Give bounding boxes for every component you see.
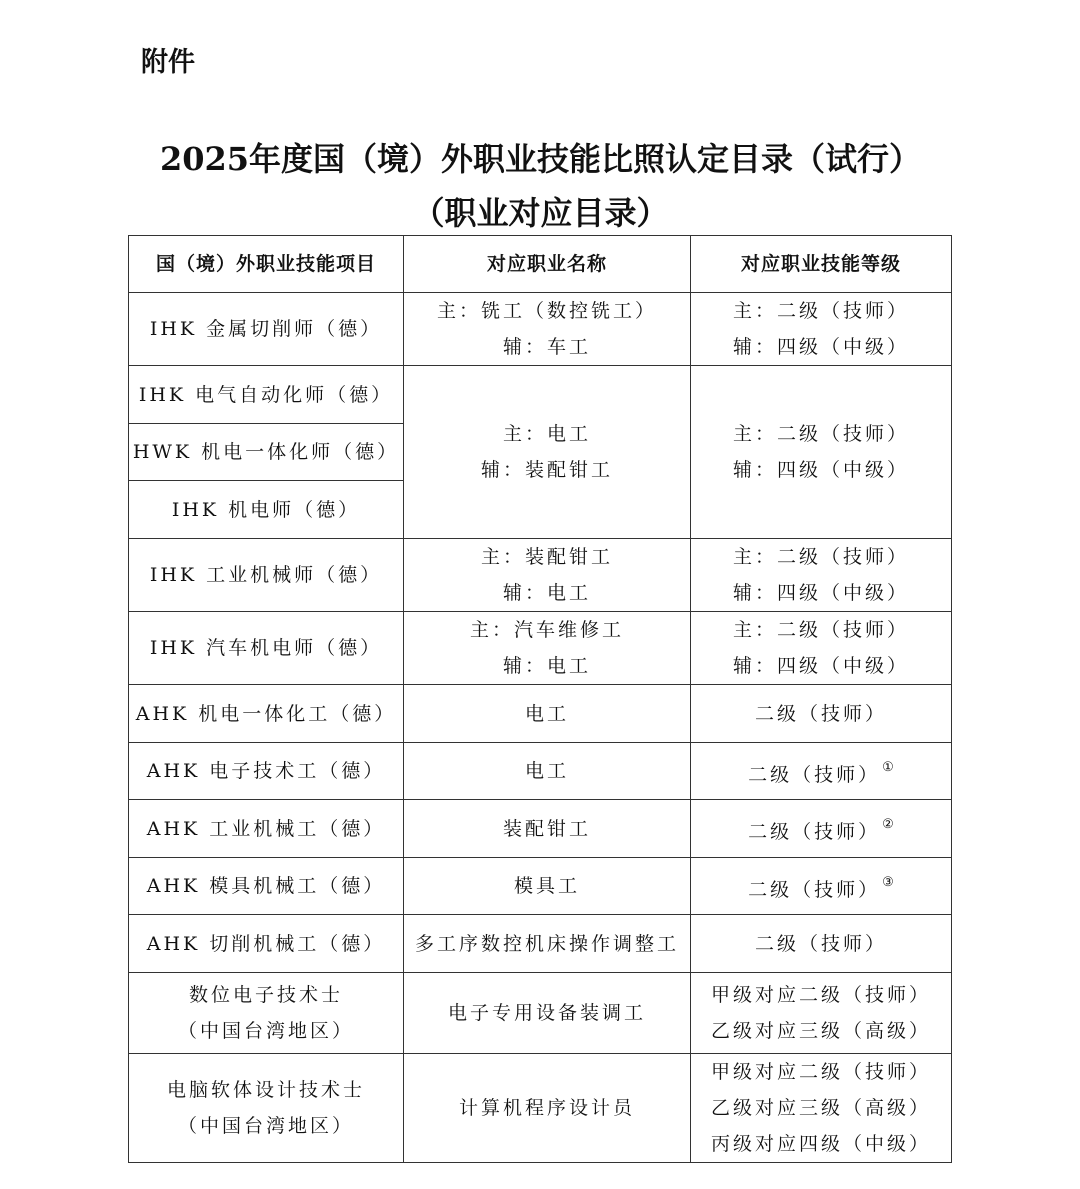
occupation-line: 主：铣工（数控铣工） [436, 300, 657, 322]
level-line: 乙级对应三级（高级） [710, 1097, 931, 1119]
project-cell: IHK 汽车机电师（德） [129, 612, 404, 685]
table-row [129, 366, 952, 424]
occupation-cell [404, 612, 691, 685]
project-cell: IHK 金属切削师（德） [129, 293, 404, 366]
table-row [129, 858, 952, 915]
header-project: 国（境）外职业技能项目 [129, 236, 404, 293]
occupation-cell: 模具工 [404, 858, 691, 915]
occupation-line: 主：装配钳工 [480, 546, 613, 568]
level-cell [691, 539, 952, 612]
document-subtitle: （职业对应目录） [412, 194, 669, 232]
occupation-cell: 电工 [404, 685, 691, 743]
level-cell [691, 973, 952, 1054]
project-line: （中国台湾地区） [177, 1115, 354, 1137]
level-cell [691, 800, 952, 858]
occupation-cell: 电工 [404, 743, 691, 800]
level-line: 甲级对应二级（技师） [710, 1061, 931, 1083]
level-cell [691, 293, 952, 366]
project-cell: HWK 机电一体化师（德） [129, 424, 404, 481]
occupation-line: 辅：电工 [502, 582, 591, 604]
level-line: 乙级对应三级（高级） [710, 1020, 931, 1042]
footnote-marker: ③ [882, 874, 894, 890]
attachment-label: 附件 [141, 47, 195, 78]
occupation-cell [404, 366, 691, 539]
occupation-line: 主：电工 [502, 423, 591, 445]
level-line: 辅：四级（中级） [732, 459, 909, 481]
project-cell: AHK 工业机械工（德） [129, 800, 404, 858]
project-line: （中国台湾地区） [177, 1020, 354, 1042]
level-cell [691, 366, 952, 539]
level-line: 辅：四级（中级） [732, 336, 909, 358]
level-line: 主：二级（技师） [732, 300, 909, 322]
table-header-row [129, 236, 952, 293]
occupation-line: 辅：电工 [502, 655, 591, 677]
project-cell: AHK 切削机械工（德） [129, 915, 404, 973]
level-cell: 二级（技师） [691, 685, 952, 743]
level-cell [691, 743, 952, 800]
level-line: 主：二级（技师） [732, 619, 909, 641]
level-cell [691, 858, 952, 915]
project-cell [129, 1054, 404, 1163]
occupation-line: 辅：车工 [502, 336, 591, 358]
header-occupation: 对应职业名称 [404, 236, 691, 293]
level-line: 主：二级（技师） [732, 423, 909, 445]
level-line: 辅：四级（中级） [732, 582, 909, 604]
occupation-cell: 计算机程序设计员 [404, 1054, 691, 1163]
level-line: 主：二级（技师） [732, 546, 909, 568]
project-cell: AHK 电子技术工（德） [129, 743, 404, 800]
header-level: 对应职业技能等级 [691, 236, 952, 293]
level-line: 二级（技师） [748, 878, 881, 901]
table-row [129, 915, 952, 973]
table-row [129, 800, 952, 858]
level-line: 丙级对应四级（中级） [710, 1133, 931, 1155]
project-cell: IHK 机电师（德） [129, 481, 404, 539]
project-cell: AHK 机电一体化工（德） [129, 685, 404, 743]
level-cell [691, 612, 952, 685]
project-cell: AHK 模具机械工（德） [129, 858, 404, 915]
level-line: 辅：四级（中级） [732, 655, 909, 677]
table-row [129, 973, 952, 1054]
level-cell [691, 1054, 952, 1163]
occupation-mapping-table [128, 235, 952, 1163]
level-line: 二级（技师） [748, 763, 881, 786]
occupation-cell: 装配钳工 [404, 800, 691, 858]
level-cell: 二级（技师） [691, 915, 952, 973]
occupation-line: 辅：装配钳工 [480, 459, 613, 481]
table-row [129, 743, 952, 800]
footnote-marker: ② [882, 817, 894, 832]
occupation-cell: 电子专用设备装调工 [404, 973, 691, 1054]
level-line: 二级（技师） [748, 821, 881, 843]
table-row [129, 1054, 952, 1163]
table-row [129, 685, 952, 743]
footnote-marker: ① [882, 759, 894, 775]
occupation-cell: 多工序数控机床操作调整工 [404, 915, 691, 973]
project-line: 电脑软体设计技术士 [166, 1079, 365, 1101]
project-line: 数位电子技术士 [188, 984, 343, 1006]
table-row [129, 293, 952, 366]
table-row [129, 539, 952, 612]
project-cell: IHK 工业机械师（德） [129, 539, 404, 612]
document-title: 2025年度国（境）外职业技能比照认定目录（试行） [159, 140, 922, 178]
table-row [129, 612, 952, 685]
project-cell: IHK 电气自动化师（德） [129, 366, 404, 424]
level-line: 甲级对应二级（技师） [710, 984, 931, 1006]
occupation-cell [404, 539, 691, 612]
occupation-cell [404, 293, 691, 366]
occupation-line: 主：汽车维修工 [469, 619, 624, 641]
project-cell [129, 973, 404, 1054]
